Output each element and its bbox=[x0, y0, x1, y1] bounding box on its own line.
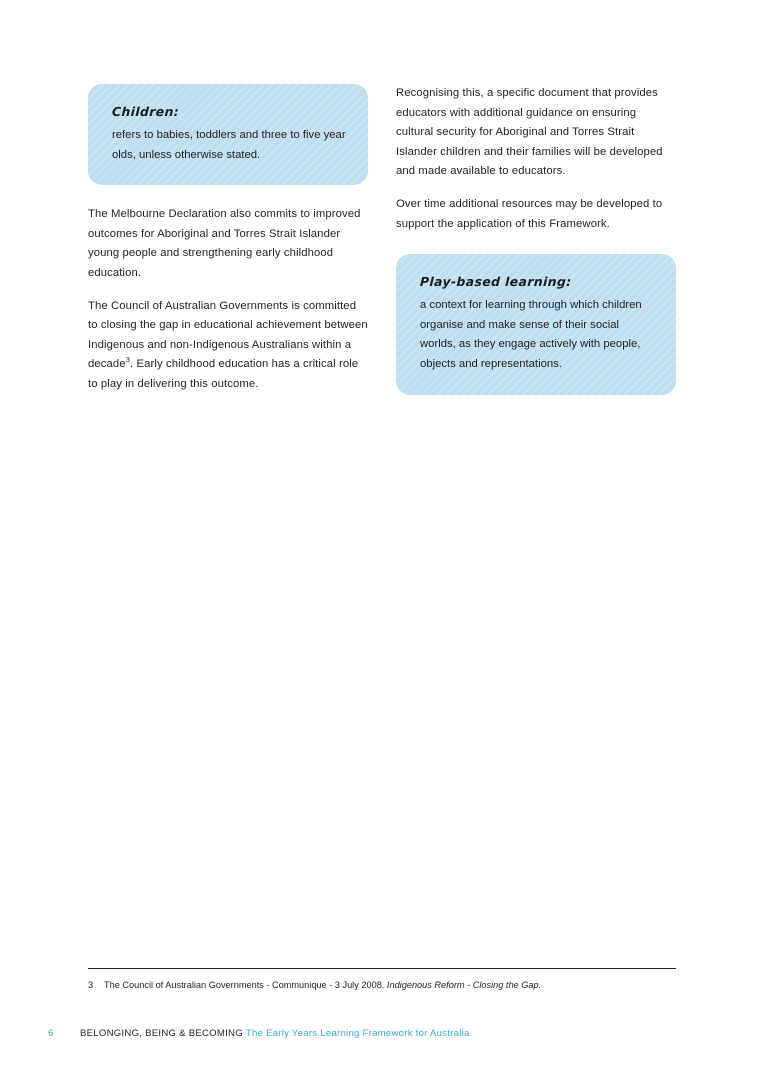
footnote bbox=[88, 978, 676, 992]
left-paragraph-2-tail: . Early childhood education has a critical role to play in delivering this outcome. bbox=[88, 358, 359, 390]
two-column-layout bbox=[88, 84, 676, 395]
left-paragraph-2 bbox=[88, 297, 368, 395]
footer-document-title: BELONGING, BEING & BECOMING bbox=[80, 1028, 243, 1039]
left-paragraph-1: The Melbourne Declaration also commits to improved outcomes for Aboriginal and Torres Strait Islander young people and strengthening early childhood education. bbox=[88, 208, 361, 279]
footer-subtitle-text: The Early Years Learning Framework for Australia bbox=[245, 1028, 470, 1039]
footnote-divider bbox=[88, 968, 676, 969]
page-footer bbox=[48, 1028, 708, 1039]
footnote-italic-text: Indigenous Reform - Closing the Gap. bbox=[386, 980, 542, 990]
right-paragraph-1: Recognising this, a specific document that provides educators with additional guidance on ensuring cultural security for Aboriginal and Torres Strait Islander children and their families will be developed and made available to educators. bbox=[396, 87, 663, 178]
footnote-marker-3: 3 bbox=[125, 355, 130, 365]
left-column bbox=[88, 84, 368, 395]
footer-document-subtitle bbox=[243, 1028, 470, 1039]
page-number: 6 bbox=[48, 1028, 54, 1039]
footnote-number: 3 bbox=[88, 980, 94, 990]
callout-term: Play-based learning: bbox=[419, 274, 572, 290]
callout-term: Children: bbox=[111, 104, 180, 119]
right-column bbox=[396, 84, 676, 395]
left-paragraph-2-main: The Council of Australian Governments is committed to closing the gap in educational achievement between Indigenous and non-Indigenous Australians within a decade bbox=[88, 299, 368, 371]
callout-play-based-learning-definition bbox=[396, 254, 676, 394]
callout-definition: refers to babies, toddlers and three to five year olds, unless otherwise stated. bbox=[112, 129, 346, 161]
right-paragraph-2: Over time additional resources may be developed to support the application of this Framework. bbox=[396, 197, 663, 230]
callout-children-definition bbox=[88, 84, 368, 185]
callout-definition: a context for learning through which children organise and make sense of their social worlds, as they engage actively with people, objects and representations. bbox=[420, 299, 642, 370]
footnote-text: The Council of Australian Governments - Communique - 3 July 2008. bbox=[104, 980, 387, 990]
